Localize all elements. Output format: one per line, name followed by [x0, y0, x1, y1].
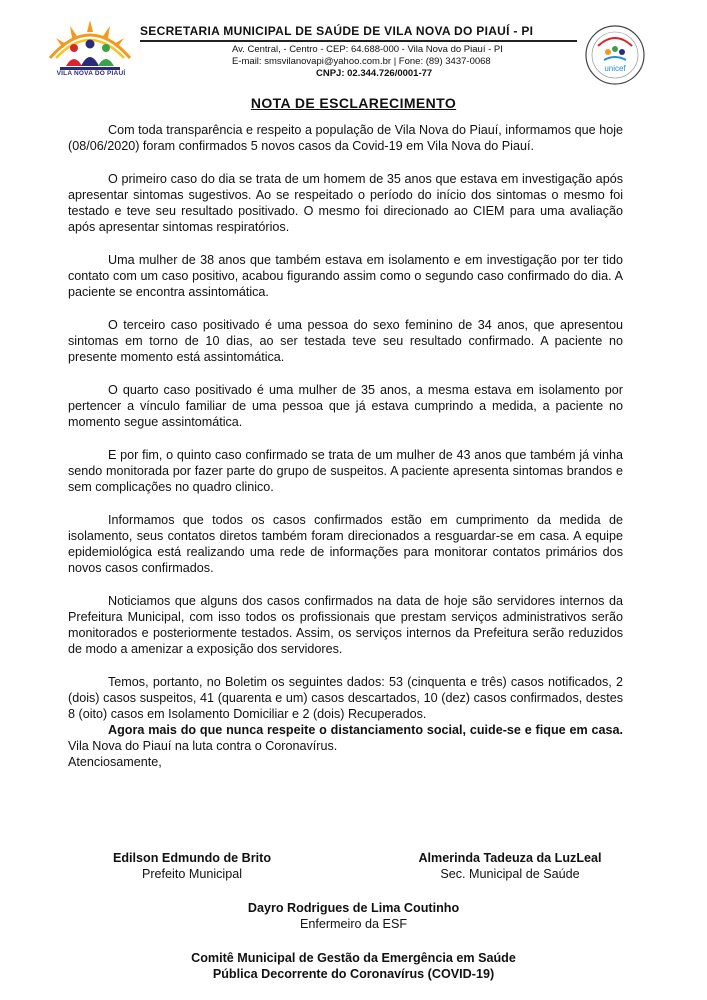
signature-nurse [200, 900, 507, 932]
paragraph: Uma mulher de 38 anos que também estava em isolamento e em investigação por ter tido contato com um caso positivo, acabou figurando assim como o segundo caso confirmado do dia. A paciente se encontra assintomática. [68, 253, 623, 299]
paragraph: O terceiro caso positivado é uma pessoa do sexo feminino de 34 anos, que apresentou sintomas em torno de 10 dias, ao ser testada teve seu resultado confirmado. A paciente no presente momento está assintomática. [68, 318, 623, 364]
signature-role: Enfermeiro da ESF [299, 917, 408, 931]
letterhead [0, 0, 707, 86]
paragraph: E por fim, o quinto caso confirmado se trata de um mulher de 43 anos que também já vinha sendo monitorada por fazer parte do grupo de suspeitos. A paciente apresenta sintomas brandos e sem complicações no quadro clinico. [68, 448, 623, 494]
paragraph: Com toda transparência e respeito a população de Vila Nova do Piauí, informamos que hoje (08/06/2020) foram confirmados 5 novos casos da Covid-19 em Vila Nova do Piauí. [68, 123, 623, 153]
paragraph: O primeiro caso do dia se trata de um homem de 35 anos que estava em investigação após apresentar sintomas sugestivos. Ao se respeitado o período do início dos sintomas o mesmo foi testado e teve seu resultado positivado. O mesmo foi direcionado ao CIEM para uma avaliação após apresentar sintomas respiratórios. [68, 172, 623, 234]
paragraph: O quarto caso positivado é uma mulher de 35 anos, a mesma estava em isolamento por pertencer a vínculo familiar de uma pessoa que já estava cumprindo a medida, a paciente no momento segue assintomática. [68, 383, 623, 429]
municipality-logo-label: VILA NOVA DO PIAUÍ [56, 70, 126, 77]
signature-role: Sec. Municipal de Saúde [440, 867, 580, 881]
document-body [68, 122, 623, 770]
signature-name: Edilson Edmundo de Brito [112, 851, 272, 865]
letterhead-cnpj: CNPJ: 02.344.726/0001-77 [316, 68, 433, 79]
paragraph: Informamos que todos os casos confirmados estão em cumprimento da medida de isolamento, seus contatos diretos também foram direcionados a resguardar-se em casa. A equipe epidemiológica está realizando uma rede de informações para monitorar contatos primários dos novos casos confirmados. [68, 513, 623, 575]
committee-footer [120, 950, 587, 982]
closing-regular-text: Vila Nova do Piauí na luta contra o Coronavírus. [68, 739, 338, 753]
letterhead-contact: E-mail: smsvilanovapi@yahoo.com.br | Fone: (89) 3437-0068 [232, 56, 491, 67]
document-title: NOTA DE ESCLARECIMENTO [250, 95, 457, 111]
svg-text:unicef: unicef [604, 64, 626, 73]
letterhead-address: Av. Central, - Centro - CEP: 64.688-000 - Vila Nova do Piauí - PI [232, 44, 503, 55]
signature-name: Dayro Rodrigues de Lima Coutinho [247, 901, 460, 915]
signature-role: Prefeito Municipal [141, 867, 243, 881]
letterhead-title: SECRETARIA MUNICIPAL DE SAÚDE DE VILA NOVA DO PIAUÍ - PI [140, 24, 534, 38]
paragraph-bulletin: Temos, portanto, no Boletim os seguintes dados: 53 (cinquenta e três) casos notificados, 2 (dois) casos suspeitos, 41 (quarenta e um) casos descartados, 10 (dez) casos confirmados, destes 8 (oito) casos em Isolamento Domiciliar e 2 (dois) Recuperados. [68, 675, 623, 721]
signature-health-secretary [400, 850, 620, 882]
paragraph: Noticiamos que alguns dos casos confirmados na data de hoje são servidores internos da Prefeitura Municipal, com isso todos os profissionais que prestam serviços administrativos serão monitorados e posteriormente testados. Assim, os serviços internos da Prefeitura serão reduzidos de modo a amenizar a exposição dos servidores. [68, 594, 623, 656]
signature-name: Almerinda Tadeuza da LuzLeal [418, 851, 602, 865]
footer-line: Pública Decorrente do Coronavírus (COVID-19) [212, 967, 495, 981]
closing-paragraph [68, 722, 623, 754]
sign-off: Atenciosamente, [68, 755, 162, 769]
footer-line: Comitê Municipal de Gestão da Emergência em Saúde [191, 951, 516, 965]
closing-bold-text: Agora mais do que nunca respeite o distanciamento social, cuide-se e fique em casa. [108, 723, 623, 737]
signature-mayor [92, 850, 292, 882]
letterhead-divider [140, 40, 577, 42]
unicef-seal [584, 24, 646, 86]
